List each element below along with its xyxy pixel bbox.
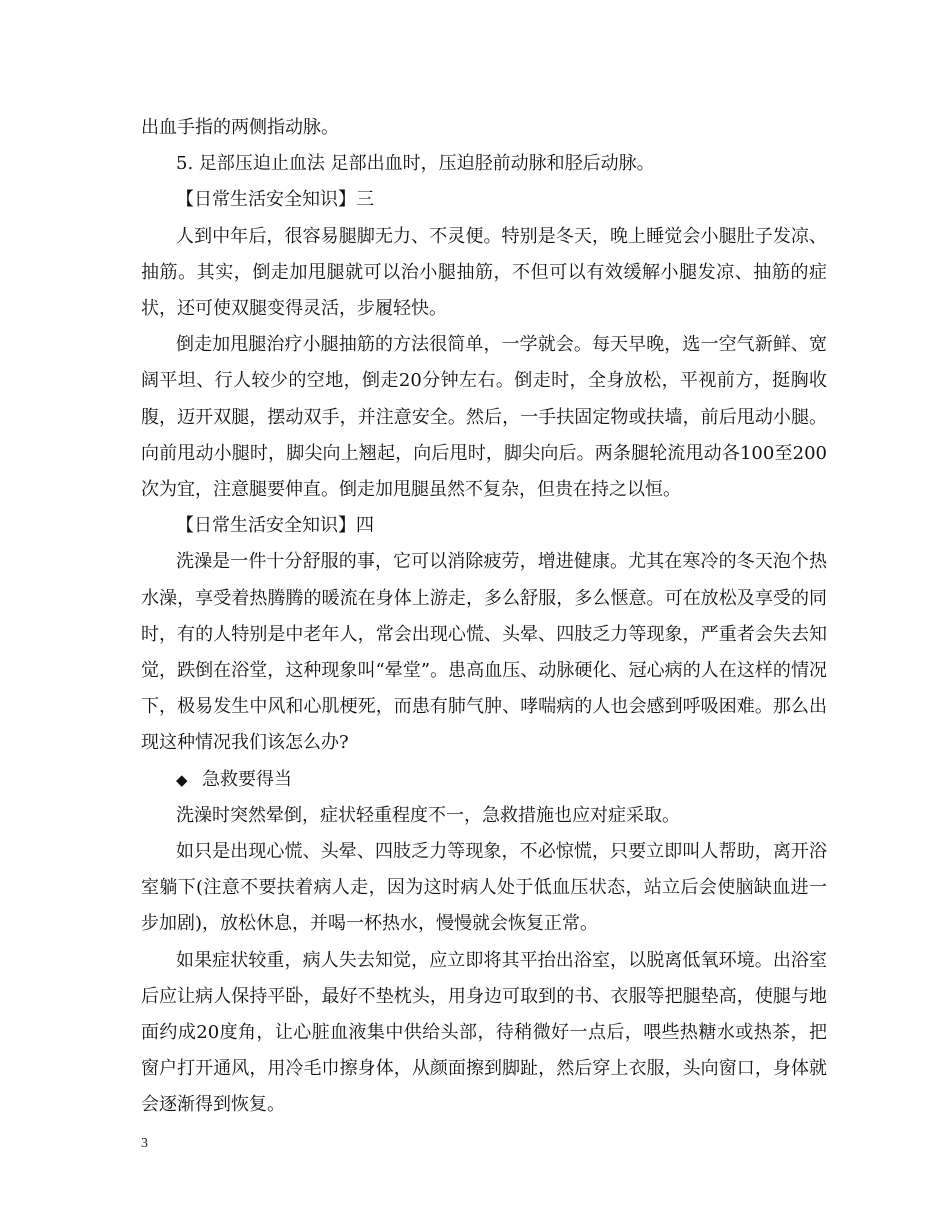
paragraph-mild-symptoms: 如只是出现心慌、头晕、四肢乏力等现象，不必惊慌，只要立即叫人帮助，离开浴室躺下(注意不要扶着病人走，因为这时病人处于低血压状态，站立后会使脑缺血进一步加剧)，放松休息，并喝一杯热水，慢慢就会恢复正常。 (141, 841, 827, 935)
section-heading-three: 【日常生活安全知识】三 (176, 189, 374, 211)
diamond-bullet-icon: ◆ (176, 770, 188, 789)
paragraph-continuation: 出血手指的两侧指动脉。 (141, 117, 339, 138)
page-content (141, 110, 827, 1124)
page-number: 3 (141, 1136, 148, 1151)
bullet-heading-text: 急救要得当 (202, 768, 292, 790)
paragraph-walk-backwards-method: 倒走加甩腿治疗小腿抽筋的方法很简单，一学就会。每天早晚，选一空气新鲜、宽阔平坦、行人较少的空地，倒走20分钟左右。倒走时，全身放松，平视前方，挺胸收腹，迈开双腿，摆动双手，并注意安全。然后，一手扶固定物或扶墙，前后甩动小腿。向前甩动小腿时，脚尖向上翘起，向后甩时，脚尖向后。两条腿轮流甩动各100至200次为宜，注意腿要伸直。倒走加甩腿虽然不复杂，但贵在持之以恒。 (141, 334, 827, 501)
paragraph-severe-symptoms: 如果症状较重，病人失去知觉，应立即将其平抬出浴室，以脱离低氧环境。出浴室后应让病人保持平卧，最好不垫枕头，用身边可取到的书、衣服等把腿垫高，使腿与地面约成20度角，让心脏血液集中供给头部，待稍微好一点后，喂些热糖水或热茶，把窗户打开通风，用冷毛巾擦身体，从颜面擦到脚趾，然后穿上衣服，头向窗口，身体就会逐渐得到恢复。 (141, 949, 827, 1116)
paragraph-leg-cramps: 人到中年后，很容易腿脚无力、不灵便。特别是冬天，晚上睡觉会小腿肚子发凉、抽筋。其实，倒走加甩腿就可以治小腿抽筋，不但可以有效缓解小腿发凉、抽筋的症状，还可使双腿变得灵活，步履轻快。 (141, 225, 827, 320)
paragraph-first-aid-intro: 洗澡时突然晕倒，症状轻重程度不一，急救措施也应对症采取。 (176, 804, 680, 826)
paragraph-bath-fainting: 洗澡是一件十分舒服的事，它可以消除疲劳，增进健康。尤其在寒冷的冬天泡个热水澡，享受着热腾腾的暖流在身体上游走，多么舒服，多么惬意。可在放松及享受的同时，有的人特别是中老年人，常会出现心慌、头晕、四肢乏力等现象，严重者会失去知觉，跌倒在浴堂，这种现象叫“晕堂”。患高血压、动脉硬化、冠心病的人在这样的情况下，极易发生中风和心肌梗死，而患有肺气肿、哮喘病的人也会感到呼吸困难。那么出现这种情况我们该怎么办? (141, 551, 827, 754)
bullet-heading (141, 762, 827, 798)
section-heading-four: 【日常生活安全知识】四 (176, 515, 374, 537)
paragraph-foot-compression: 5. 足部压迫止血法 足部出血时，压迫胫前动脉和胫后动脉。 (176, 153, 655, 175)
